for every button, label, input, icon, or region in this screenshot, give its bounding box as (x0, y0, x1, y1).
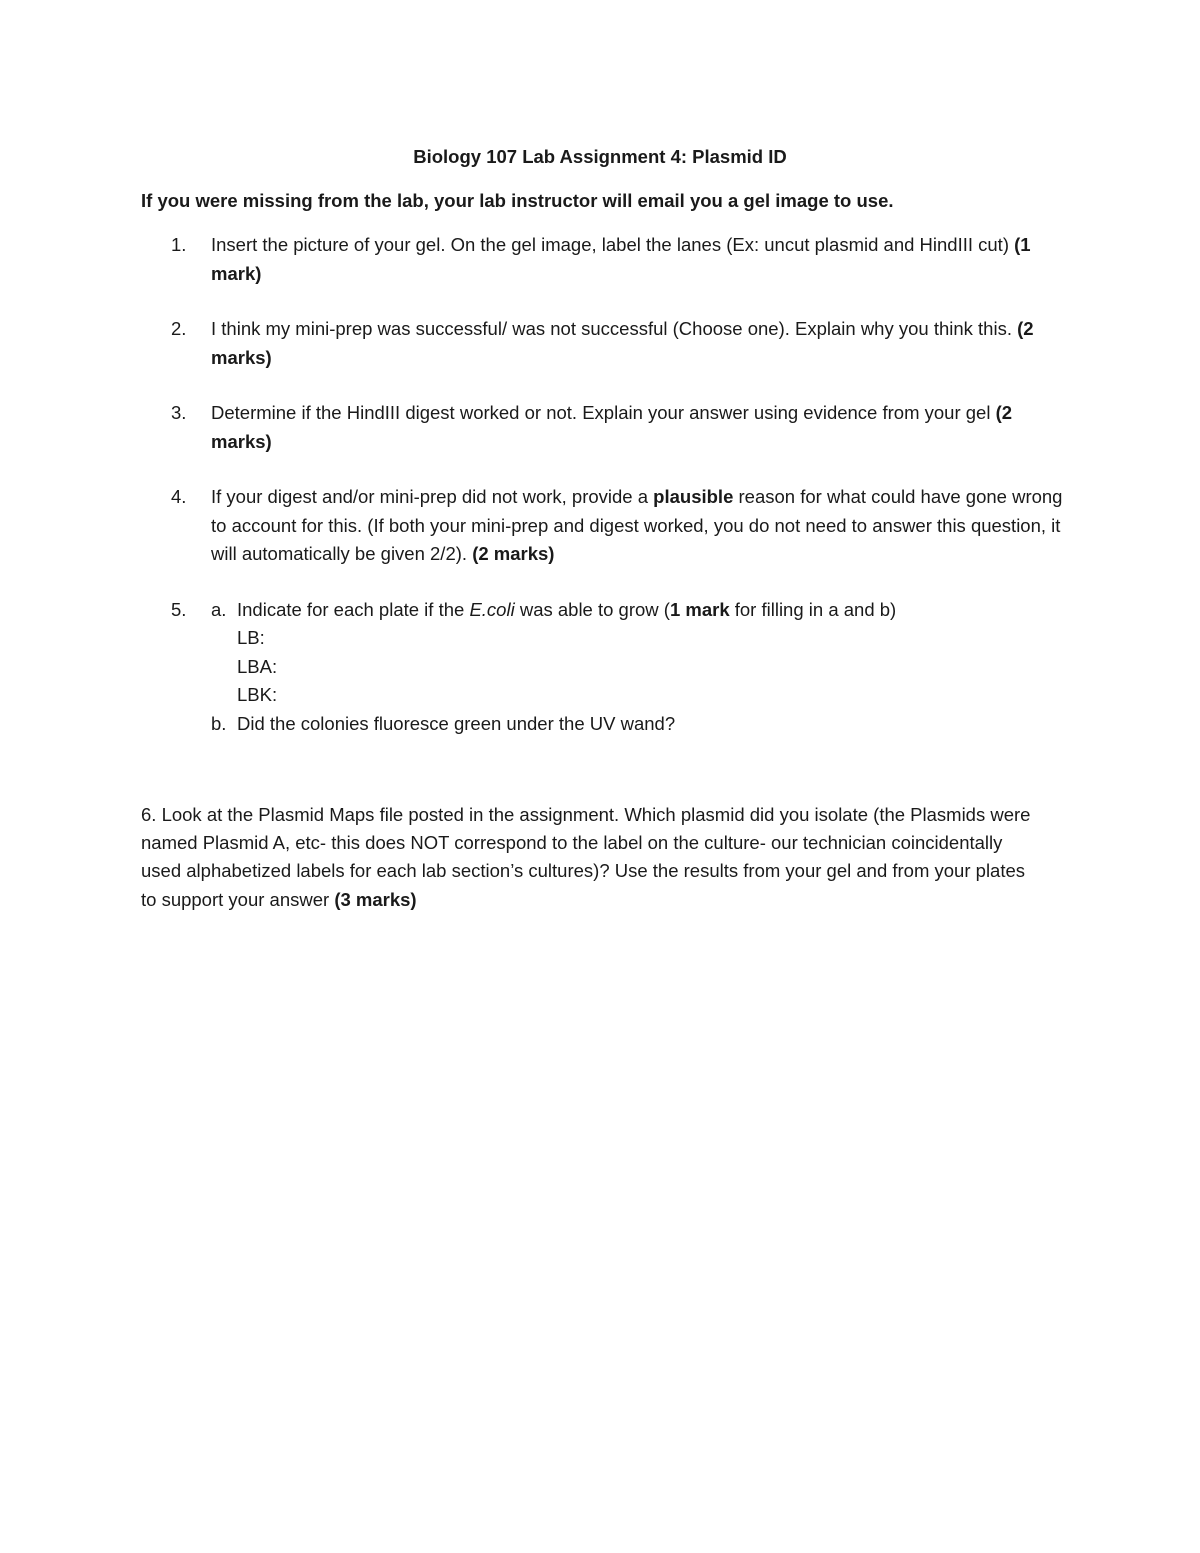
question-text-continued: reason for what could have gone wrong to account for this. (If both your mini-prep and digest worked, you do not need to answer this question, it will automatically be given 2/2). (211, 486, 1063, 564)
subquestion-letter: a. (211, 598, 227, 620)
question-text: Determine if the HindIII digest worked or not. Explain your answer using evidence from your gel (211, 402, 996, 423)
subquestion-marks: 1 mark (669, 598, 730, 620)
question-text: I think my mini-prep was successful/ was not successful (Choose one). Explain why you think this. (211, 318, 1018, 339)
question-number: 4. (171, 486, 187, 507)
question-2 (141, 315, 1071, 372)
question-marks: (2 marks) (211, 402, 1013, 452)
organism-name: E.coli (469, 598, 515, 620)
plate-lb: LB: (237, 627, 265, 648)
subquestion-text: Indicate for each plate if the (237, 598, 470, 620)
question-6 (141, 801, 1041, 914)
question-text: Insert the picture of your gel. On the gel image, label the lanes (Ex: uncut plasmid and HindIII cut) (211, 234, 1015, 255)
subquestion-text: Did the colonies fluoresce green under the UV wand? (237, 712, 676, 734)
question-1 (141, 231, 1071, 288)
question-number: 5. (171, 598, 187, 620)
question-marks: (3 marks) (334, 888, 417, 910)
plate-lba: LBA: (237, 655, 278, 677)
subquestion-a (211, 596, 1071, 625)
emphasized-word: plausible (653, 486, 734, 507)
question-marks: (2 marks) (472, 543, 555, 564)
subquestion-text-end: for filling in a and b) (729, 598, 897, 620)
subquestion-text-mid: was able to grow ( (514, 598, 670, 620)
question-number: 1. (171, 234, 187, 255)
subquestion-b (211, 710, 1071, 739)
question-marks: (2 marks) (211, 318, 1034, 368)
question-3 (141, 399, 1071, 456)
question-5 (141, 596, 1071, 739)
question-text: 6. Look at the Plasmid Maps file posted in the assignment. Which plasmid did you isolate (the Plasmids were named Plasmid A, etc- this does NOT correspond to the label on the culture- our technician coincidentally used alphabetized labels for each lab section’s cultures)? Use the results from your gel and from your plates to support your answer (141, 804, 1031, 910)
plate-lbk: LBK: (237, 684, 278, 705)
question-number: 3. (171, 402, 187, 423)
subquestion-letter: b. (211, 712, 227, 734)
question-4 (141, 483, 1071, 569)
question-marks: (1 mark) (211, 234, 1031, 284)
missing-lab-notice: If you were missing from the lab, your lab instructor will email you a gel image to use. (141, 190, 894, 211)
page-title: Biology 107 Lab Assignment 4: Plasmid ID (413, 146, 787, 167)
question-text: If your digest and/or mini-prep did not work, provide a (211, 486, 654, 507)
question-number: 2. (171, 318, 187, 339)
question-list (141, 231, 1071, 765)
